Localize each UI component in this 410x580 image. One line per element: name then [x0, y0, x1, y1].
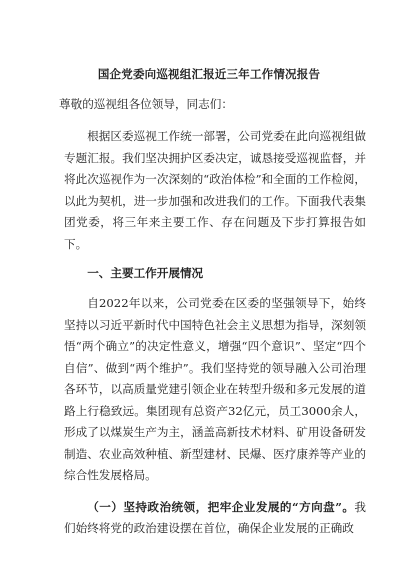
- main-work-paragraph: 自2022年以来，公司党委在区委的坚强领导下，始终坚持以习近平新时代中国特色社会主义思想为指导，深刻领悟“两个确立”的决定性意义，增强“四个意识”、坚定“四个自信”、做到“两个维护”。我们坚持党的领导融入公司治理各环节，以高质量党建引领企业在转型升级和多元发展的道路上行稳致远。集团现有总资产32亿元，员工3000余人，形成了以煤炭生产为主，涵盖高新技术材料、矿用设备研发制造、农业高效种植、新型建材、民爆、医疗康养等产业的综合性发展格局。: [64, 296, 366, 482]
- intro-paragraph: 根据区委巡视工作统一部署，公司党委在此向巡视组做专题汇报。我们坚决拥护区委决定，诚恳接受巡视监督，并将此次巡视作为一次深刻的“政治体检”和全面的工作检阅，以此为契机，进一步加强和改进我们的工作。下面我代表集团党委，将三年来主要工作、存在问题及下步打算报告如下。: [64, 129, 366, 251]
- subsection-heading: （一）坚持政治统领，把牢企业发展的“方向盘”。: [87, 499, 355, 514]
- section-heading-main-work: 一、主要工作开展情况: [87, 266, 204, 280]
- subsection-text: 我们始终将党的政治建设摆在首位，确保企业发展的正确政: [64, 499, 366, 535]
- salutation: 尊敬的巡视组各位领导，同志们：: [59, 97, 233, 111]
- document-title: 国企党委向巡视组汇报近三年工作情况报告: [97, 67, 321, 81]
- subsection-political-leadership: [64, 497, 366, 540]
